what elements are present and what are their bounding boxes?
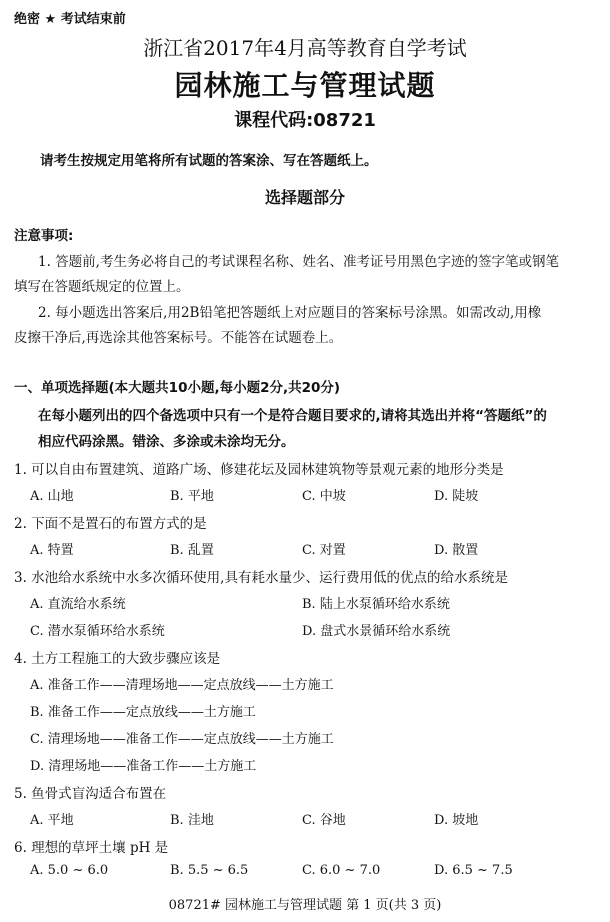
part-title: 选择题部分 <box>264 188 345 207</box>
course-code: 课程代码:08721 <box>234 110 376 131</box>
question-stem: 2. 下面不是置石的布置方式的是 <box>14 516 207 532</box>
option-a: A. 特置 <box>30 543 74 558</box>
section-title: 一、单项选择题(本大题共10小题,每小题2分,共20分) <box>14 380 341 396</box>
option-c: C. 中坡 <box>302 489 346 504</box>
option-a: A. 直流给水系统 <box>30 597 126 612</box>
caution-item-2-line-1: 2. 每小题选出答案后,用2B铅笔把答题纸上对应题目的答案标号涂黑。如需改动,用橡 <box>38 305 542 321</box>
option-d: D. 散置 <box>434 543 479 558</box>
option-c: C. 谷地 <box>302 813 346 828</box>
caution-item-1-line-2: 填写在答题纸规定的位置上。 <box>14 279 190 295</box>
exam-title: 园林施工与管理试题 <box>174 69 436 102</box>
section-instruction-line-1: 在每小题列出的四个备选项中只有一个是符合题目要求的,请将其选出并将“答题纸”的 <box>38 408 547 424</box>
caution-heading: 注意事项: <box>14 228 74 244</box>
question-stem: 3. 水池给水系统中水多次循环使用,具有耗水量少、运行费用低的优点的给水系统是 <box>14 570 508 586</box>
option-c: C. 对置 <box>302 543 346 558</box>
option-c: C. 6.0 ~ 7.0 <box>302 863 381 878</box>
option-c: C. 潜水泵循环给水系统 <box>30 624 165 639</box>
question-stem: 1. 可以自由布置建筑、道路广场、修建花坛及园林建筑物等景观元素的地形分类是 <box>14 462 504 478</box>
option-b: B. 平地 <box>170 489 214 504</box>
question-stem: 5. 鱼骨式盲沟适合布置在 <box>14 786 167 802</box>
option-d: D. 陡坡 <box>434 489 479 504</box>
section-instruction-line-2: 相应代码涂黑。错涂、多涂或未涂均无分。 <box>38 434 295 450</box>
option-d: D. 坡地 <box>434 813 479 828</box>
option-a: A. 5.0 ~ 6.0 <box>30 863 109 878</box>
option-b: B. 乱置 <box>170 543 214 558</box>
question-stem: 4. 土方工程施工的大致步骤应该是 <box>14 651 221 667</box>
option-b: B. 5.5 ~ 6.5 <box>170 863 249 878</box>
caution-item-2-line-2: 皮擦干净后,再选涂其他答案标号。不能答在试题卷上。 <box>14 330 343 346</box>
option-d: D. 清理场地——准备工作——土方施工 <box>30 759 257 774</box>
option-b: B. 洼地 <box>170 813 214 828</box>
option-a: A. 准备工作——清理场地——定点放线——土方施工 <box>30 678 334 693</box>
page-footer: 08721# 园林施工与管理试题 第 1 页(共 3 页) <box>168 898 442 913</box>
option-d: D. 盘式水景循环给水系统 <box>302 624 451 639</box>
option-b: B. 准备工作——定点放线——土方施工 <box>30 705 256 720</box>
option-c: C. 清理场地——准备工作——定点放线——土方施工 <box>30 732 334 747</box>
option-b: B. 陆上水泵循环给水系统 <box>302 597 450 612</box>
question-stem: 6. 理想的草坪土壤 pH 是 <box>14 840 169 856</box>
option-a: A. 平地 <box>30 813 74 828</box>
secret-mark: 绝密 ★ 考试结束前 <box>14 12 126 27</box>
caution-item-1-line-1: 1. 答题前,考生务必将自己的考试课程名称、姓名、准考证号用黑色字迹的签字笔或钢笔 <box>38 254 559 270</box>
option-a: A. 山地 <box>30 489 74 504</box>
answer-notice: 请考生按规定用笔将所有试题的答案涂、写在答题纸上。 <box>40 153 378 169</box>
option-d: D. 6.5 ~ 7.5 <box>434 863 513 878</box>
exam-header-line: 浙江省2017年4月高等教育自学考试 <box>143 36 467 60</box>
